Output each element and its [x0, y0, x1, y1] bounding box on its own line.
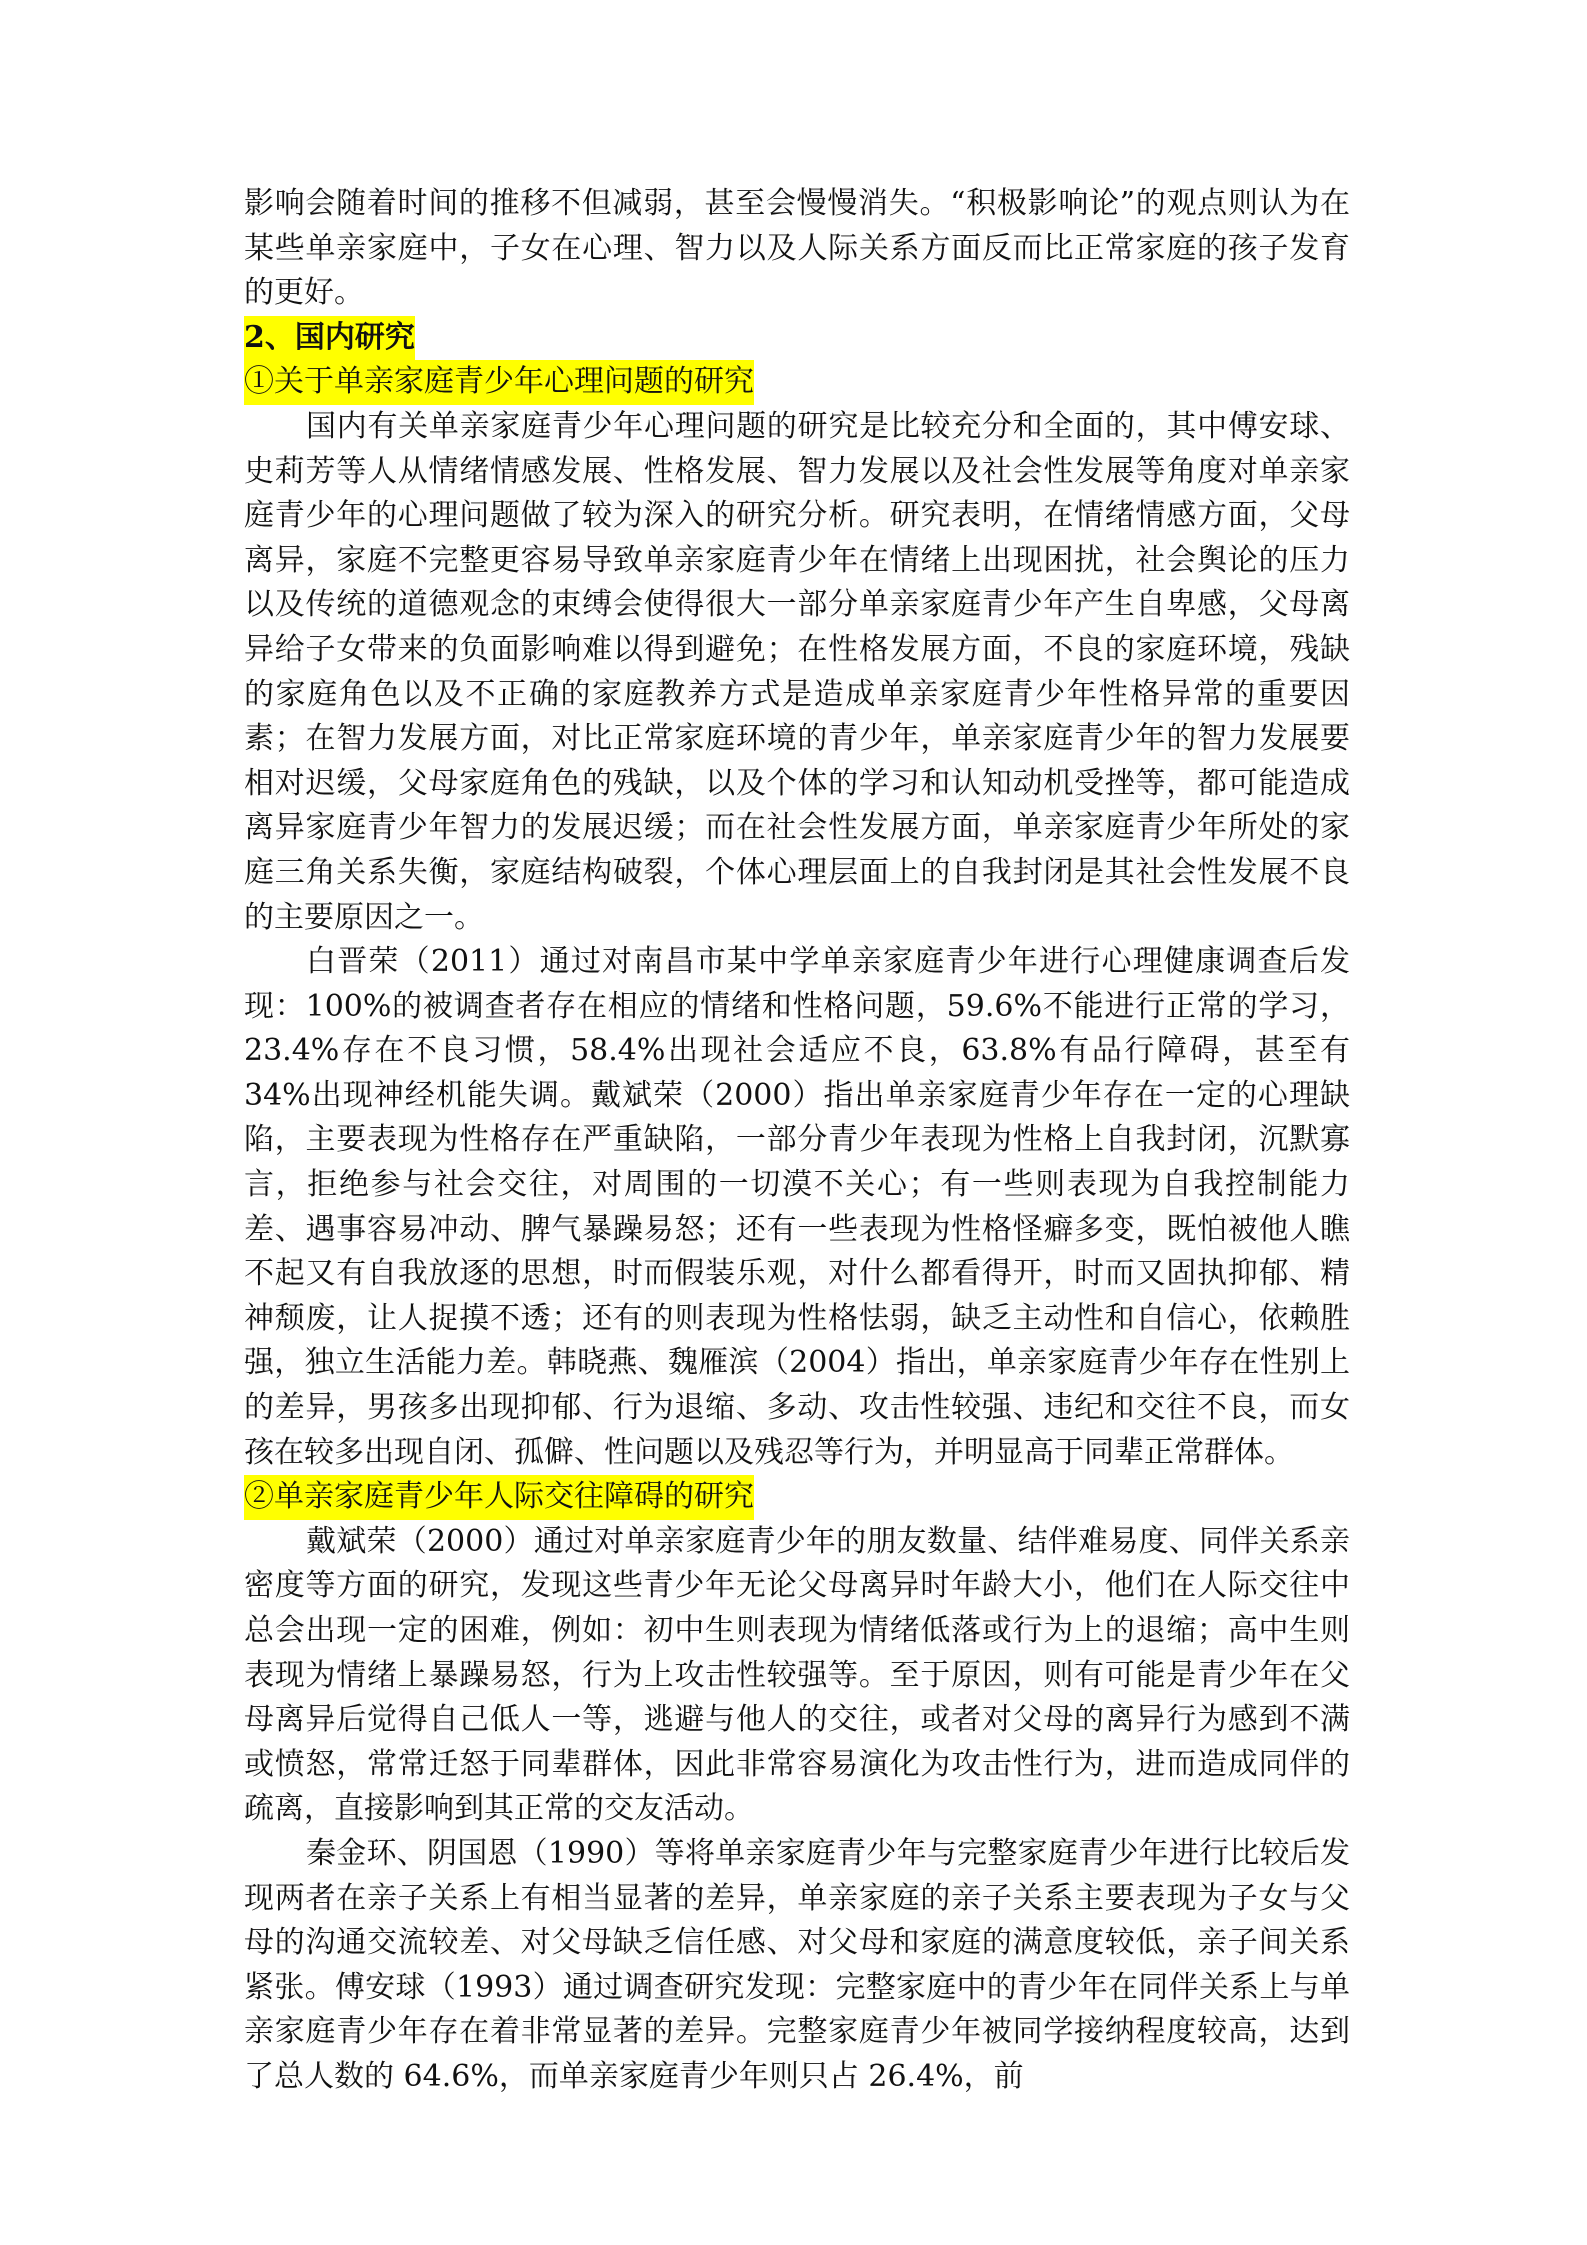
subsection1-paragraph2: 白晋荣（2011）通过对南昌市某中学单亲家庭青少年进行心理健康调查后发现：100%的被调查者存在相应的情绪和性格问题，59.6%不能进行正常的学习，23.4%存在不良习惯，58.4%出现社会适应不良，63.8%有品行障碍，甚至有 34%出现神经机能失调。戴斌荣（2000）指出单亲家庭青少年存在一定的心理缺陷，主要表现为性格存在严重缺陷，一部分青少年表现为性格上自我封闭，沉默寡言，拒绝参与社会交往，对周围的一切漠不关心；有一些则表现为自我控制能力差、遇事容易冲动、脾气暴躁易怒；还有一些表现为性格怪癖多变，既怕被他人瞧不起又有自我放逐的思想，时而假装乐观，对什么都看得开，时而又固执抑郁、精神颓废，让人捉摸不透；还有的则表现为性格怯弱，缺乏主动性和自信心，依赖胜强，独立生活能力差。韩晓燕、魏雁滨（2004）指出，单亲家庭青少年存在性别上的差异，男孩多出现抑郁、行为退缩、多动、攻击性较强、违纪和交往不良，而女孩在较多出现自闭、孤僻、性问题以及残忍等行为，并明显高于同辈正常群体。	[244, 944, 1350, 1470]
subsection1-heading-row	[244, 360, 1350, 405]
subsection1-paragraph1: 国内有关单亲家庭青少年心理问题的研究是比较充分和全面的，其中傅安球、史莉芳等人从情绪情感发展、性格发展、智力发展以及社会性发展等角度对单亲家庭青少年的心理问题做了较为深入的研究分析。研究表明，在情绪情感方面，父母离异，家庭不完整更容易导致单亲家庭青少年在情绪上出现困扰，社会舆论的压力以及传统的道德观念的束缚会使得很大一部分单亲家庭青少年产生自卑感，父母离异给子女带来的负面影响难以得到避免；在性格发展方面，不良的家庭环境，残缺的家庭角色以及不正确的家庭教养方式是造成单亲家庭青少年性格异常的重要因素；在智力发展方面，对比正常家庭环境的青少年，单亲家庭青少年的智力发展要相对迟缓，父母家庭角色的残缺，以及个体的学习和认知动机受挫等，都可能造成离异家庭青少年智力的发展迟缓；而在社会性发展方面，单亲家庭青少年所处的家庭三角关系失衡，家庭结构破裂，个体心理层面上的自我封闭是其社会性发展不良的主要原因之一。	[244, 408, 1350, 935]
section-heading: 2、国内研究	[244, 316, 415, 361]
section-heading-row	[244, 316, 1350, 361]
subsection2-paragraph2: 秦金环、阴国恩（1990）等将单亲家庭青少年与完整家庭青少年进行比较后发现两者在亲子关系上有相当显著的差异，单亲家庭的亲子关系主要表现为子女与父母的沟通交流较差、对父母缺乏信任感、对父母和家庭的满意度较低，亲子间关系紧张。傅安球（1993）通过调查研究发现：完整家庭中的青少年在同伴关系上与单亲家庭青少年存在着非常显著的差异。完整家庭青少年被同学接纳程度较高，达到了总人数的 64.6%，而单亲家庭青少年则只占 26.4%，前	[244, 1835, 1350, 2094]
subsection2-paragraph1: 戴斌荣（2000）通过对单亲家庭青少年的朋友数量、结伴难易度、同伴关系亲密度等方面的研究，发现这些青少年无论父母离异时年龄大小，他们在人际交往中总会出现一定的困难，例如：初中生则表现为情绪低落或行为上的退缩；高中生则表现为情绪上暴躁易怒，行为上攻击性较强等。至于原因，则有可能是青少年在父母离异后觉得自己低人一等，逃避与他人的交往，或者对父母的离异行为感到不满或愤怒，常常迁怒于同辈群体，因此非常容易演化为攻击性行为，进而造成同伴的疏离，直接影响到其正常的交友活动。	[244, 1523, 1350, 1827]
document-page	[244, 182, 1350, 2100]
subsection2-heading: ②单亲家庭青少年人际交往障碍的研究	[244, 1475, 754, 1520]
subsection1-heading: ①关于单亲家庭青少年心理问题的研究	[244, 360, 754, 405]
intro-paragraph: 影响会随着时间的推移不但减弱，甚至会慢慢消失。“积极影响论”的观点则认为在某些单亲家庭中，子女在心理、智力以及人际关系方面反而比正常家庭的孩子发育的更好。	[244, 186, 1350, 311]
subsection2-heading-row	[244, 1475, 1350, 1520]
